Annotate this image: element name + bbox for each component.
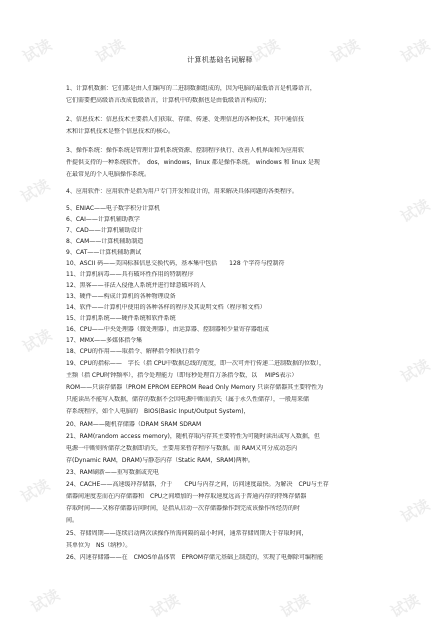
- doc-line: 23、RAM刷新——重写数据或充电: [66, 469, 159, 476]
- doc-line: 7、CAD——计算机辅助设计: [66, 227, 143, 234]
- doc-line: 储器间速度差而在内存储器和 CPU之间增加的一种存取速度远高于普通内存的特殊存储器: [66, 493, 307, 500]
- doc-line: 主频（指 CPU时钟频率），指令处理能力（即每秒处理百万条指令数，以 MIPS表示）: [66, 372, 298, 379]
- doc-line: 8、CAM——计算机辅助制造: [66, 238, 144, 245]
- doc-line: 16、CPU——中央处理器（微处理器），由运算器、控制器和少量寄存器组成: [66, 326, 269, 333]
- doc-line: 25、存储周期——连续启动两次读操作所需间隔的最小时间，通常存储周期大于存取时间，: [66, 530, 308, 537]
- doc-line: 15、计算机系统——硬件系统和软件系统: [66, 315, 176, 322]
- watermark: 试读: [147, 590, 183, 622]
- watermark: 试读: [19, 35, 55, 67]
- doc-line: 间。: [66, 517, 79, 524]
- doc-line: 21、RAM(random access memory)，随机存取内存其主要特性为可随时读出或写入数据，但: [66, 433, 320, 440]
- document-title: 计算机基础名词解释: [187, 56, 253, 64]
- doc-line: 17、MMX——多媒体指令集: [66, 337, 143, 344]
- watermark: 试读: [19, 325, 55, 357]
- watermark: 试读: [92, 35, 128, 67]
- watermark: 试读: [397, 355, 433, 387]
- doc-line: 26、闪速存储器——在 CMOS单晶体管 EPROM存储元基础上制造的，实现了电擦除可编程能: [66, 554, 324, 561]
- doc-line: 其单位为 NS（纳秒）。: [66, 542, 132, 549]
- doc-line: 在最常见的个人电脑操作系统。: [66, 171, 151, 178]
- doc-line: 存取时间——又称存储器访问时间，是指从启动一次存储器操作到完成该操作所经历的时: [66, 505, 301, 512]
- doc-line: 19、CPU的指标—— 字长（指 CPU中数据总线的宽度，即一次可并行传递二进制数据的位数），: [66, 360, 325, 367]
- watermark: 试读: [277, 590, 313, 622]
- watermark: 试读: [397, 195, 433, 227]
- doc-line: 12、黑客——非法入侵他人系统并进行肆意破坏的人: [66, 282, 206, 289]
- doc-line: 13、硬件——构成计算机的各种物理设备: [66, 293, 176, 300]
- doc-line: 存系统程序，如个人电脑的 BIOS(Basic Input/Output System)，: [66, 408, 250, 415]
- doc-line: 6、CAI——计算机辅助教学: [66, 216, 140, 223]
- watermark: 试读: [327, 35, 363, 67]
- doc-line: 电源一中断则所储存之数据即消失，主要用来暂存程序与数据。而 RAM又可分成动态内: [66, 445, 298, 452]
- watermark: 试读: [17, 175, 53, 207]
- doc-line: 3、操作系统：操作系统是管理计算机系统资源、控制程序执行、改善人机界面和为应用软: [66, 147, 304, 154]
- doc-line: 24、CACHE——高速缓冲存储器，介于 CPU与内存之间，访问速度最快。为解决 CPU与主存: [66, 481, 329, 488]
- doc-line: 1、计算机数据：它们都是由人们编写的二进制数据组成的，因为电脑的最低语言是机器语言，: [66, 85, 316, 92]
- doc-line: 20、RAM——随机存储器（DRAM SRAM SDRAM: [66, 421, 202, 428]
- doc-line: ROM——只读存储器（PROM EPROM EEPROM Read Only Memory 只读存储器其主要特性为: [66, 384, 324, 391]
- doc-line: 它们需要把高级语言改成低级语言，计算机中的数据也是由低级语言构成的；: [66, 97, 271, 104]
- doc-line: 术和计算机技术是整个信息技术的核心。: [66, 128, 175, 135]
- doc-line: 2、信息技术：信息技术主要指人们获取、存储、传递、处理信息的各种技术，其中通信技: [66, 116, 304, 123]
- doc-line: 14、软件——计算机中使用的各种各样的程序及其说明文档（程序和文档）: [66, 304, 266, 311]
- doc-line: 5、ENIAC——电子数字积分计算机: [66, 205, 161, 212]
- watermark: 试读: [27, 585, 63, 617]
- watermark: 试读: [397, 495, 433, 527]
- doc-line: 10、ASCII 码——美国标准信息交换代码，基本集中包括 128 个字符与控制符: [66, 260, 285, 267]
- doc-line: 18、CPU的作用——取指令、解释指令和执行指令: [66, 348, 200, 355]
- doc-line: 只能读出不能写入数据，储存的数据不会因电源中断而消失（属于永久性储存），一般用来储: [66, 396, 310, 403]
- watermark: 试读: [17, 475, 53, 507]
- watermark: 试读: [387, 590, 423, 622]
- doc-line: 存(Dynamic RAM，DRAM)与静态内存（Static RAM，SRAM)两种。: [66, 457, 254, 464]
- doc-line: 件提供支持的一种系统软件。 dos，windows，linux 都是操作系统。 windows 和 linux 是现: [66, 159, 320, 166]
- watermark: 试读: [247, 35, 283, 67]
- doc-line: 11、计算机病毒——具有破坏性作用的特制程序: [66, 271, 194, 278]
- watermark: 试读: [397, 35, 433, 67]
- doc-line: 9、CAT——计算机辅助测试: [66, 249, 142, 256]
- doc-line: 4、应用软件：应用软件是指为用户专门开发和设计的，用来解决具体问题的各类程序。: [66, 188, 298, 195]
